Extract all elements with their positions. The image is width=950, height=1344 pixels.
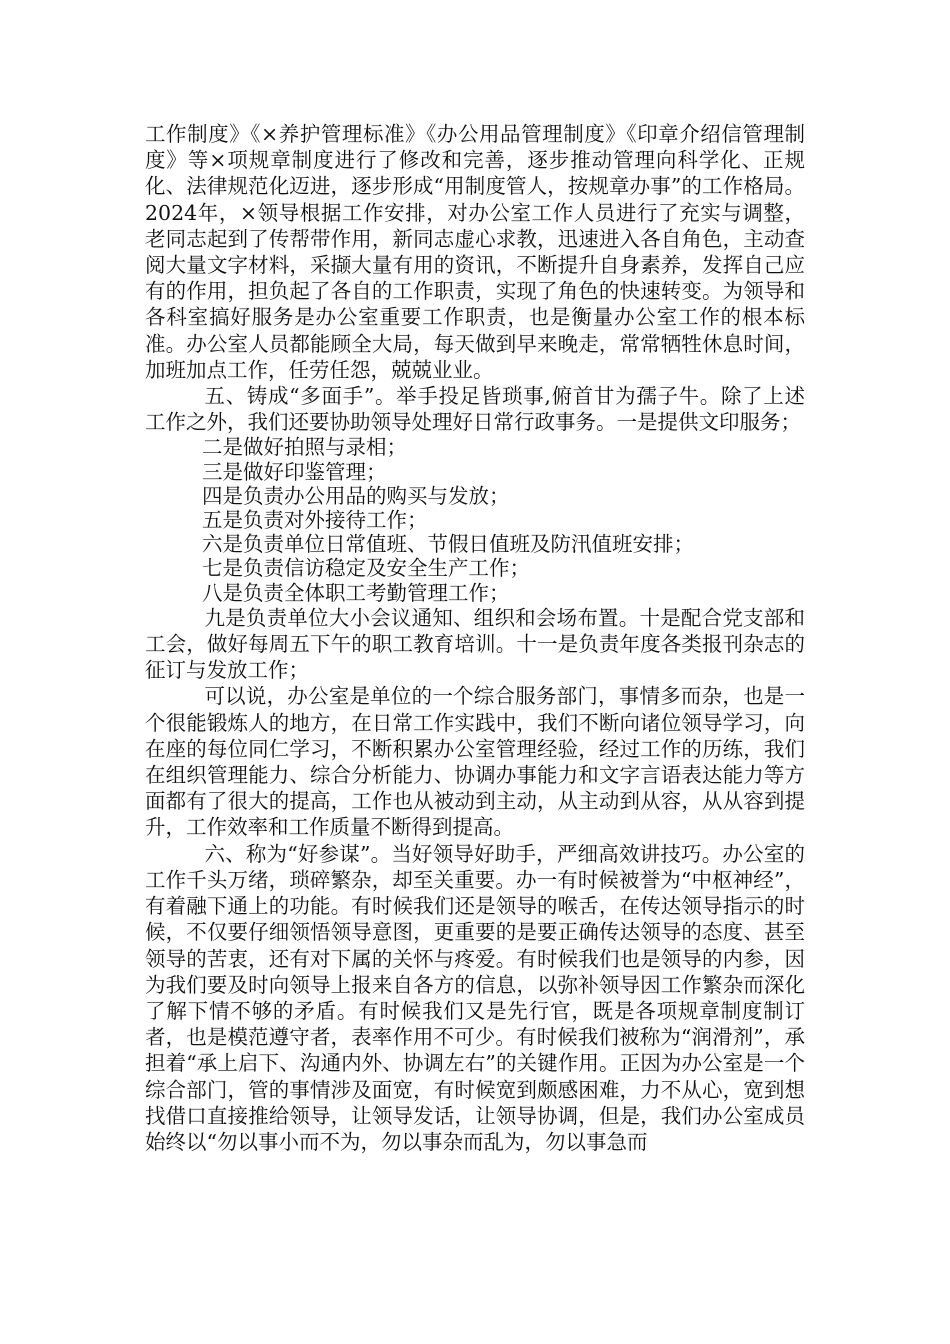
list-item-office-supplies: 四是负责办公用品的购买与发放； <box>202 483 510 508</box>
paragraph-work-system: 工作制度》《×养护管理标准》《办公用品管理制度》《印章介绍信管理制度》等×项规章制度进行了修改和完善，逐步推动管理向科学化、正规化、法律规范化迈进，逐步形成“用制度管人，按规章办事”的工作格局。2024年，×领导根据工作安排，对办公室工作人员进行了充实与调整，老同志起到了传帮带作用，新同志虚心求教，迅速进入各自角色，主动查阅大量文字材料，采撷大量有用的资讯，不断提升自身素养，发挥自己应有的作用，担负起了各自的工作职责，实现了角色的快速转变。为领导和各科室搞好服务是办公室重要工作职责，也是衡量办公室工作的根本标准。办公室人员都能顾全大局，每天做到早来晚走，常常牺牲休息时间，加班加点工作，任劳任怨，兢兢业业。 <box>145 122 805 382</box>
paragraph-section-six: 六、称为“好参谋”。当好领导好助手，严细高效讲技巧。办公室的工作千头万绪，琐碎繁杂，却至关重要。办一有时候被誉为“中枢神经”，有着融下通上的功能。有时候我们还是领导的喉舌，在传达领导指示的时候，不仅要仔细领悟领导意图，更重要的是要正确传达领导的态度、甚至领导的苦衷，还有对下属的关怀与疼爱。有时候我们也是领导的内参，因为我们要及时向领导上报来自各方的信息，以弥补领导因工作繁杂而深化了解下情不够的矛盾。有时候我们又是先行官，既是各项规章制度制订者，也是模范遵守者，表率作用不可少。有时候我们被称为“润滑剂”，承担着“承上启下、沟通内外、协调左右”的关键作用。正因为办公室是一个综合部门，管的事情涉及面宽，有时候宽到颇感困难，力不从心，宽到想找借口直接推给领导，让领导发话，让领导协调，但是，我们办公室成员始终以“勿以事小而不为，勿以事杂而乱为，勿以事急而 <box>145 841 805 1154</box>
paragraph-office-summary: 可以说，办公室是单位的一个综合服务部门，事情多而杂，也是一个很能锻炼人的地方，在日常工作实践中，我们不断向诸位领导学习，向在座的每位同仁学习，不断积累办公室管理经验，经过工作的历练，我们在组织管理能力、综合分析能力、协调办事能力和文字言语表达能力等方面都有了很大的提高，工作也从被动到主动，从主动到从容，从从容到提升，工作效率和工作质量不断得到提高。 <box>145 684 805 840</box>
list-item-petitions-safety: 七是负责信访稳定及安全生产工作； <box>202 556 530 581</box>
list-item-seal-management: 三是做好印鉴管理； <box>202 459 387 484</box>
list-item-reception: 五是负责对外接待工作； <box>202 508 428 533</box>
list-item-attendance: 八是负责全体职工考勤管理工作； <box>202 580 510 605</box>
paragraph-section-five-heading: 五、铸成“多面手”。举手投足皆琐事,俯首甘为孺子牛。除了上述工作之外，我们还要协助领导处理好日常行政事务。一是提供文印服务； <box>145 384 805 435</box>
document-page <box>145 121 805 1155</box>
list-item-photography: 二是做好拍照与录相； <box>202 435 407 460</box>
list-item-duty-schedule: 六是负责单位日常值班、节假日值班及防汛值班安排； <box>202 532 694 557</box>
paragraph-meetings-training: 九是负责单位大小会议通知、组织和会场布置。十是配合党支部和工会，做好每周五下午的职工教育培训。十一是负责年度各类报刊杂志的征订与发放工作； <box>145 605 805 683</box>
